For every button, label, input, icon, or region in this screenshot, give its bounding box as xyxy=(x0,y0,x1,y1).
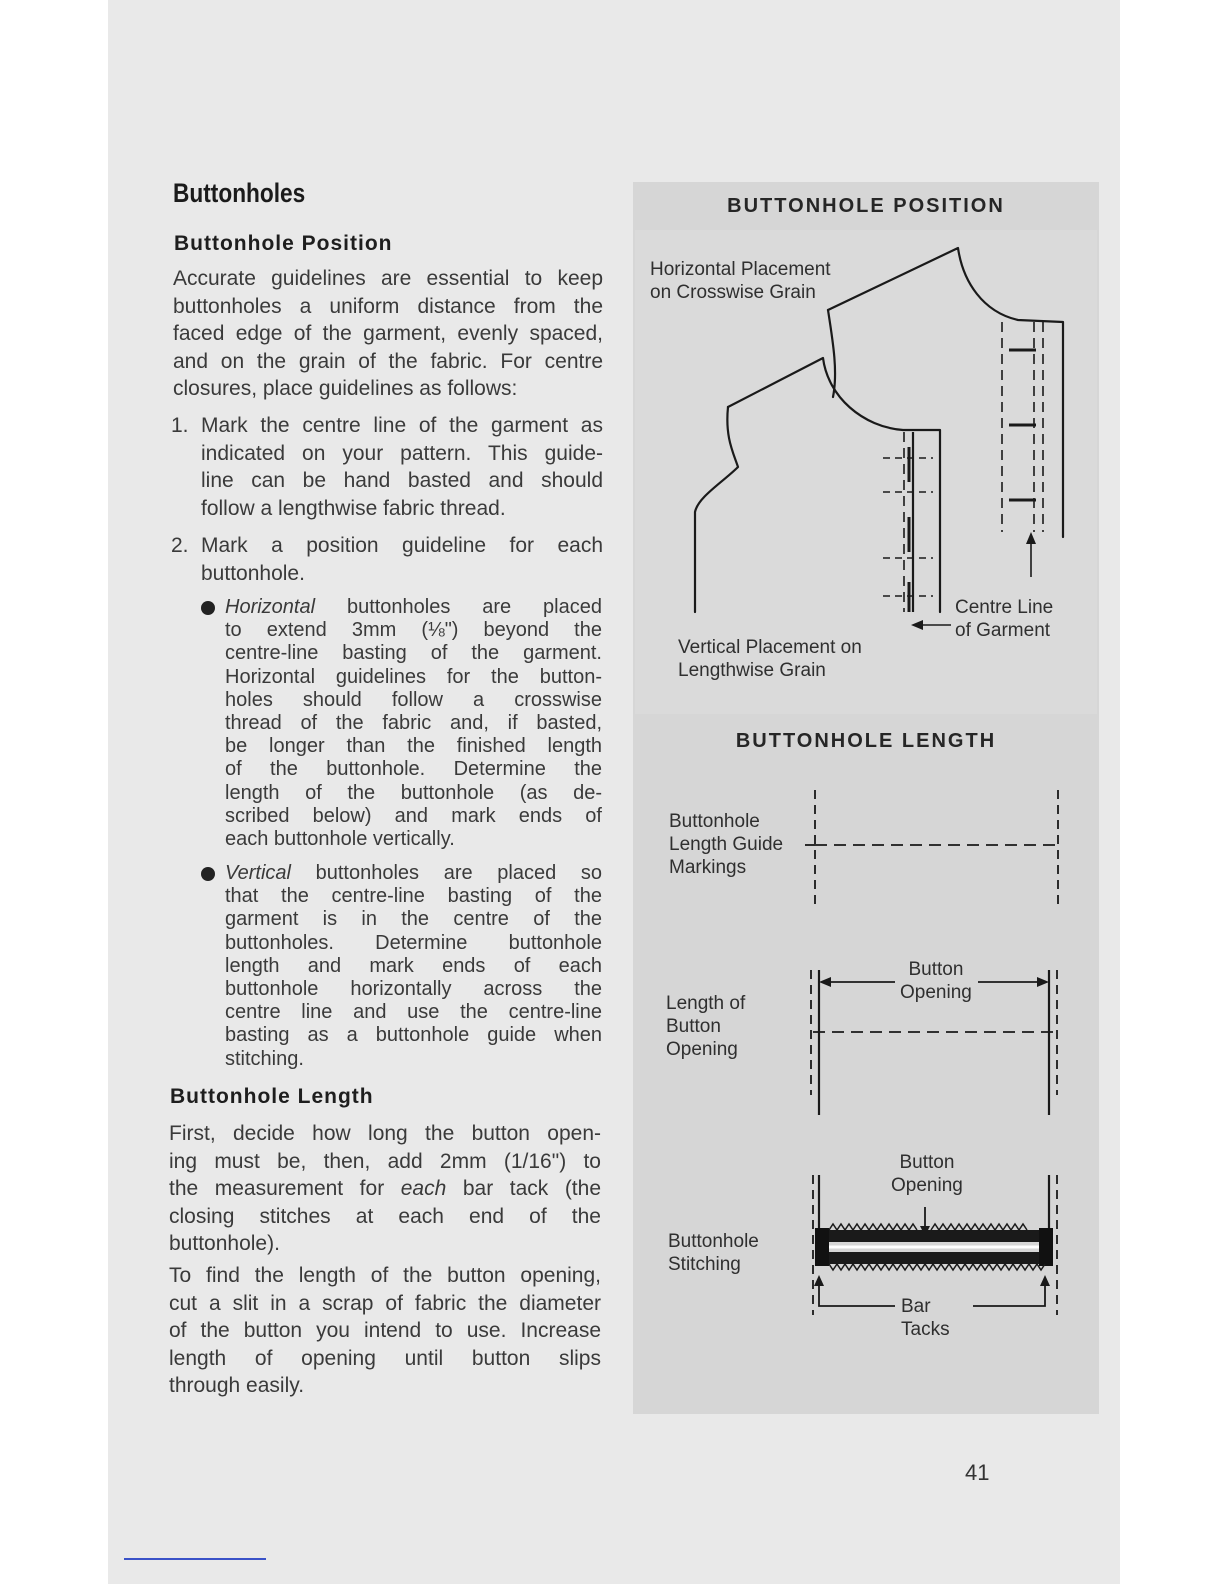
bullet-line: length of the buttonhole (as de- xyxy=(225,781,602,804)
bullet-line: that the centre-line basting of the xyxy=(225,885,602,908)
label-line: Centre Line xyxy=(955,597,1054,618)
label-line: Button xyxy=(899,1152,955,1173)
intro-line: buttonholes a uniform distance from the xyxy=(173,294,603,318)
bullet-horizontal xyxy=(225,596,602,851)
length-paragraph-1 xyxy=(169,1120,601,1258)
length-line-em: each xyxy=(400,1177,447,1200)
page-title: Buttonholes xyxy=(173,178,306,208)
label-line: Markings xyxy=(669,857,747,878)
bullet-lead: Horizontal xyxy=(225,596,316,618)
step-line: indicated on your pattern. This guide- xyxy=(201,441,603,465)
label-line: Lengthwise Grain xyxy=(678,660,826,681)
label-line: Tacks xyxy=(901,1319,950,1340)
step-line: Mark the centre line of the garment as xyxy=(201,414,603,437)
bullet-line: of the buttonhole. Determine the xyxy=(225,758,602,781)
bullet-line: buttonholes. Determine buttonhole xyxy=(225,931,602,954)
label-horizontal-placement xyxy=(650,258,831,304)
label-line: Horizontal Placement xyxy=(650,259,831,280)
label-line: Opening xyxy=(666,1039,738,1060)
bullet-icon xyxy=(200,866,216,882)
bar-tack-left xyxy=(815,1228,829,1266)
arrow-up-icon xyxy=(1040,1275,1050,1286)
label-line: Buttonhole xyxy=(668,1231,759,1252)
step-line: line can be hand basted and should xyxy=(201,469,603,492)
bottom-rule xyxy=(124,1558,266,1560)
step-line: buttonhole. xyxy=(201,561,305,585)
bullet-line: basting as a buttonhole guide when xyxy=(225,1024,602,1047)
bullet-first-rest: buttonholes are placed xyxy=(315,596,602,618)
bullet-vertical xyxy=(225,862,602,1071)
step-line: follow a lengthwise fabric thread. xyxy=(201,496,506,520)
label-line: Buttonhole xyxy=(669,811,760,832)
bullet-line: thread of the fabric and, if basted, xyxy=(225,712,602,735)
length-line-pre: the measurement for xyxy=(169,1177,401,1200)
length-line: closing stitches at each end of the xyxy=(169,1204,601,1228)
label-line: of Garment xyxy=(955,620,1051,641)
bullet-first-rest: buttonholes are placed so xyxy=(290,862,602,884)
label-bar-tacks xyxy=(901,1295,950,1341)
bullet-line: scribed below) and mark ends of xyxy=(225,804,602,827)
bullet-line: each buttonhole vertically. xyxy=(225,828,455,851)
bar-tack-bracket-left xyxy=(819,1282,895,1306)
bullet-line: length and mark ends of each xyxy=(225,954,602,977)
section-heading-position: Buttonhole Position xyxy=(174,232,393,255)
diagram-position-title: BUTTONHOLE POSITION xyxy=(727,195,1005,217)
bar-tack-bracket-right xyxy=(973,1282,1045,1306)
step-line: Mark a position guideline for each xyxy=(201,534,603,557)
bullet-lead: Vertical xyxy=(225,862,291,884)
label-guide-markings xyxy=(669,810,783,879)
bar-tack-right xyxy=(1039,1228,1053,1266)
bullet-line: buttonhole horizontally across the xyxy=(225,978,602,1001)
step-number: 1. xyxy=(171,414,189,437)
length-line: cut a slit in a scrap of fabric the diameter xyxy=(169,1291,601,1315)
step-1-text xyxy=(201,412,603,522)
label-length-of-opening xyxy=(666,992,745,1061)
bullet-line: centre line and use the centre-line xyxy=(225,1001,602,1024)
length-line: length of opening until button slips xyxy=(169,1346,601,1370)
label-button-opening-top xyxy=(900,958,972,1004)
length-line: First, decide how long the button open- xyxy=(169,1122,601,1145)
label-line: Vertical Placement on xyxy=(678,637,862,658)
length-line: To find the length of the button opening, xyxy=(169,1264,601,1287)
length-paragraph-2 xyxy=(169,1262,601,1400)
arrow-left-icon xyxy=(819,977,831,987)
bullet-line: be longer than the finished length xyxy=(225,735,602,758)
bullet-line: stitching. xyxy=(225,1047,304,1070)
length-line: through easily. xyxy=(169,1374,305,1397)
bullet-line: Horizontal guidelines for the button- xyxy=(225,665,602,688)
label-line: Opening xyxy=(900,982,972,1003)
section-heading-length: Buttonhole Length xyxy=(170,1085,374,1108)
label-vertical-placement xyxy=(678,636,862,682)
bullet-icon xyxy=(200,600,216,616)
stitching-upper xyxy=(815,1230,1051,1242)
bullet-line: centre-line basting of the garment. xyxy=(225,642,602,665)
label-line: Stitching xyxy=(668,1254,741,1275)
length-line: ing must be, then, add 2mm (1/16") to xyxy=(169,1149,601,1173)
label-buttonhole-stitching xyxy=(668,1230,759,1276)
label-centre-line xyxy=(955,596,1053,642)
label-line: Length of xyxy=(666,993,746,1014)
arrow-up-icon xyxy=(814,1275,824,1286)
length-line-post: bar tack (the xyxy=(446,1177,602,1200)
stitching-lower xyxy=(815,1252,1051,1264)
intro-paragraph xyxy=(173,265,603,403)
label-line: Bar xyxy=(901,1296,931,1317)
bullet-line: holes should follow a crosswise xyxy=(225,688,602,711)
intro-line: and on the grain of the fabric. For centre xyxy=(173,349,603,373)
intro-line: faced edge of the garment, evenly spaced, xyxy=(173,322,603,345)
label-line: Button xyxy=(908,959,964,980)
intro-line: closures, place guidelines as follows: xyxy=(173,377,518,400)
label-button-opening-bottom xyxy=(891,1151,963,1197)
page-number: 41 xyxy=(965,1460,990,1485)
label-line: Opening xyxy=(891,1175,963,1196)
length-line: of the button you intend to use. Increase xyxy=(169,1319,601,1342)
bullet-line: to extend 3mm (⅛") beyond the xyxy=(225,619,602,642)
step-2-text xyxy=(201,532,603,587)
arrow-right-icon xyxy=(1037,977,1049,987)
label-line: Button xyxy=(666,1016,721,1037)
diagram-length-title: BUTTONHOLE LENGTH xyxy=(735,730,997,752)
label-line: Length Guide xyxy=(669,834,784,855)
intro-line: Accurate guidelines are essential to keep xyxy=(173,267,603,290)
length-line: buttonhole). xyxy=(169,1232,280,1255)
step-number: 2. xyxy=(171,534,189,557)
bullet-line: garment is in the centre of the xyxy=(225,908,602,931)
label-line: on Crosswise Grain xyxy=(650,282,816,303)
